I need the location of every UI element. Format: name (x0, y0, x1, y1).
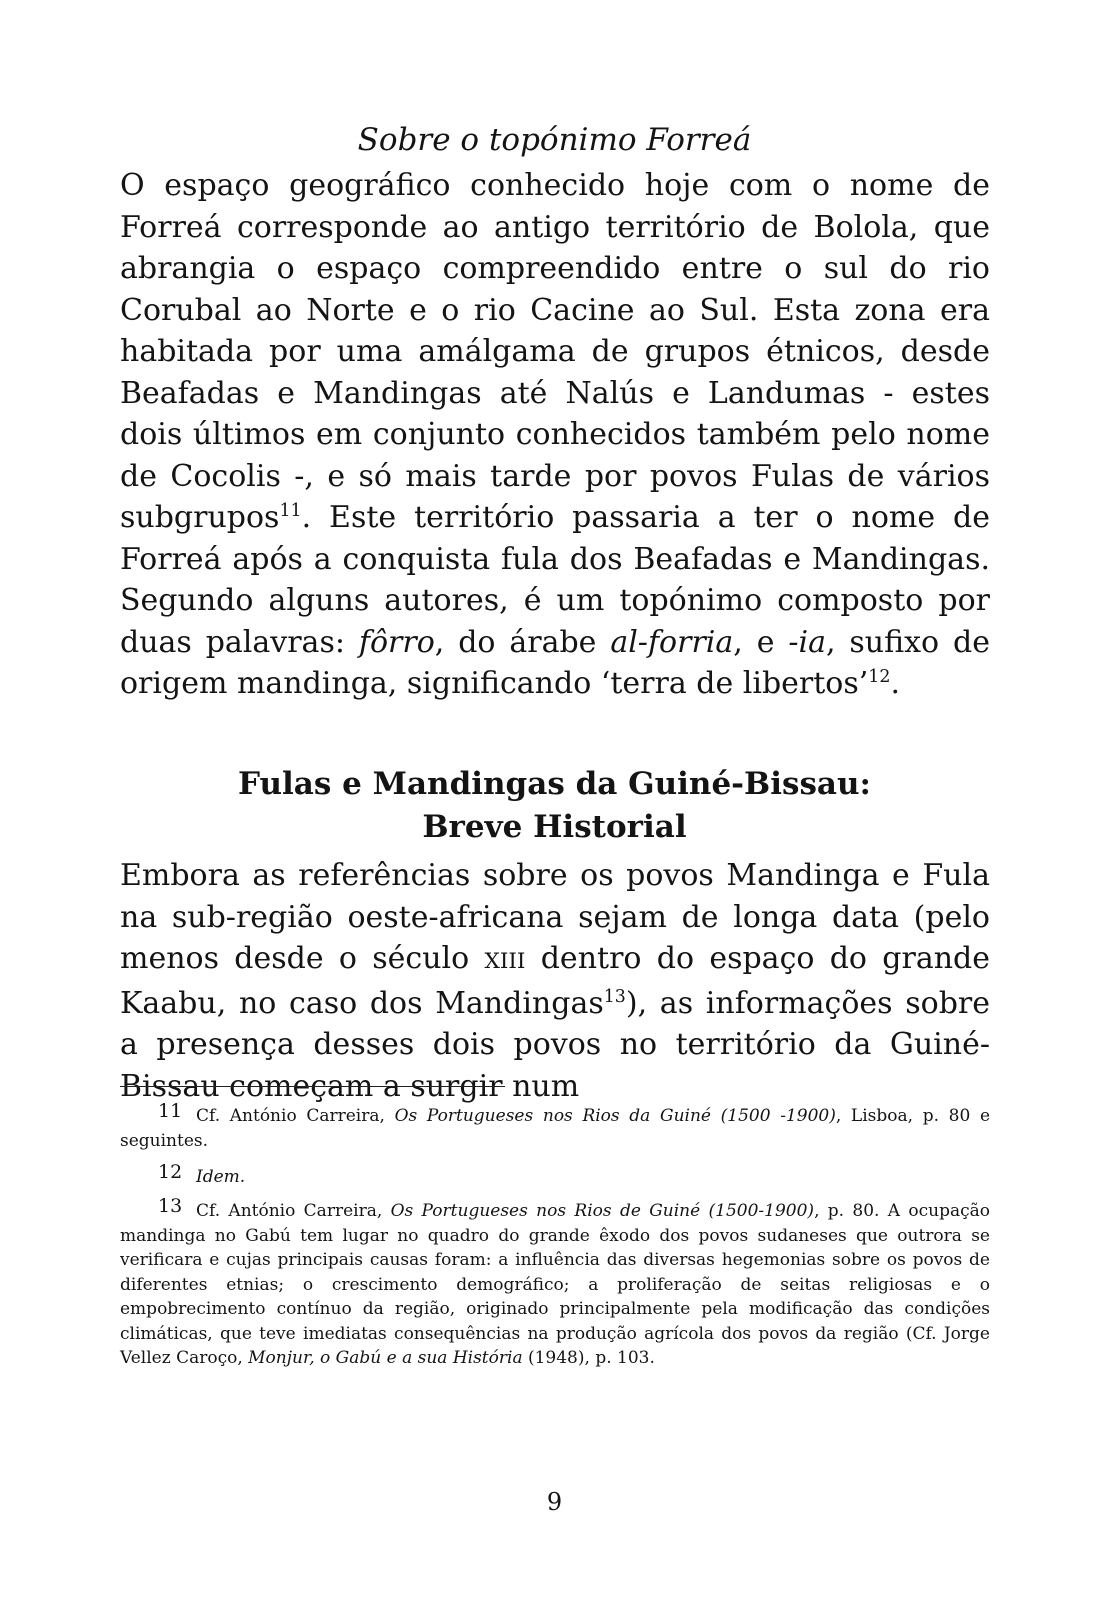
footnote-text: , Lisboa, p. 80 e seguintes. (120, 1106, 991, 1151)
footnote-ref-11: 11 (279, 501, 302, 522)
paragraph-historial (120, 855, 990, 1107)
footnote-text: Cf. António Carreira, (196, 1106, 395, 1126)
footnote-number: 12 (158, 1161, 183, 1183)
footnote-text: Cf. António Carreira, (196, 1201, 391, 1221)
paragraph-text: , e (733, 624, 789, 660)
term-al-forria: al-forria (610, 624, 734, 660)
term-forro: fôrro (358, 624, 435, 660)
footnote-text: Idem. (196, 1167, 246, 1187)
footnote-13 (120, 1194, 990, 1371)
paragraph-text: O espaço geográfico conhecido hoje com o nome de Forreá corresponde ao antigo território de Bolola, que abrangia o espaço compreendido entre o sul do rio Corubal ao Norte e o rio Cacine ao Sul. Esta zona era habitada por uma amálgama de grupos étnicos, desde Beafadas e Mandingas até Nalús e Landumas - estes dois últimos em conjunto conhecidos também pelo nome de Cocolis -, e só mais tarde por povos Fulas de vários subgrupos (120, 168, 990, 535)
footnote-11 (120, 1099, 990, 1153)
section-heading-line-1: Fulas e Mandingas da Guiné-Bissau: (238, 766, 871, 802)
term-ia: -ia (788, 624, 826, 660)
page-number: 9 (546, 1488, 563, 1516)
footnote-ref-13: 13 (603, 986, 626, 1007)
footnote-book-title: Monjur, o Gabú e a sua História (248, 1348, 523, 1368)
footnote-text: (1948), p. 103. (522, 1348, 655, 1368)
paragraph-text: . (890, 666, 900, 701)
century-numeral: XIII (484, 949, 526, 974)
paragraph-text: ), as informações sobre a presença desses dois povos no território da Guiné-Bissau começam a surgir num (120, 985, 990, 1104)
footnote-number: 13 (158, 1195, 183, 1217)
paragraph-forrea (120, 165, 990, 705)
footnote-ref-12: 12 (868, 667, 891, 688)
paragraph-text: , do árabe (434, 624, 611, 660)
footnote-book-title: Os Portugueses nos Rios da Guiné (1500 -1900) (394, 1106, 836, 1126)
footnote-book-title: Os Portugueses nos Rios de Guiné (1500-1900) (390, 1201, 815, 1221)
footnote-12 (120, 1160, 990, 1190)
paragraph-text: . Este território passaria a ter o nome de Forreá após a conquista fula dos Beafadas e Mandingas. Segundo alguns autores, é um topónimo composto por duas palavras: (120, 500, 990, 660)
footnote-number: 11 (158, 1100, 183, 1122)
paragraph-text: dentro do espaço do grande Kaabu, no caso dos Mandingas (120, 941, 990, 1021)
paragraph-text: Embora as referências sobre os povos Mandinga e Fula na sub-região oeste-africana sejam de longa data (pelo menos desde o século (120, 858, 990, 976)
footnote-text: , p. 80. A ocupação mandinga no Gabú tem lugar no quadro do grande êxodo dos povos sudaneses que outrora se verificara e cujas principais causas foram: a influência das diversas hegemonias sobre os povos de diferentes etnias; o crescimento demográfico; a proliferação de seitas religiosas e o empobrecimento contínuo da região, originado principalmente pela modificação das condições climáticas, que teve imediatas consequências na produção agrícola dos povos da região (Cf. Jorge Vellez Caroço, (120, 1201, 991, 1368)
paragraph-text: , sufixo de origem mandinga, significando ‘terra de libertos’ (120, 624, 990, 701)
section-heading (0, 763, 1109, 849)
footnote-divider (120, 1086, 505, 1087)
section-heading-line-2: Breve Historial (422, 809, 687, 845)
running-head: Sobre o topónimo Forreá (357, 122, 752, 158)
